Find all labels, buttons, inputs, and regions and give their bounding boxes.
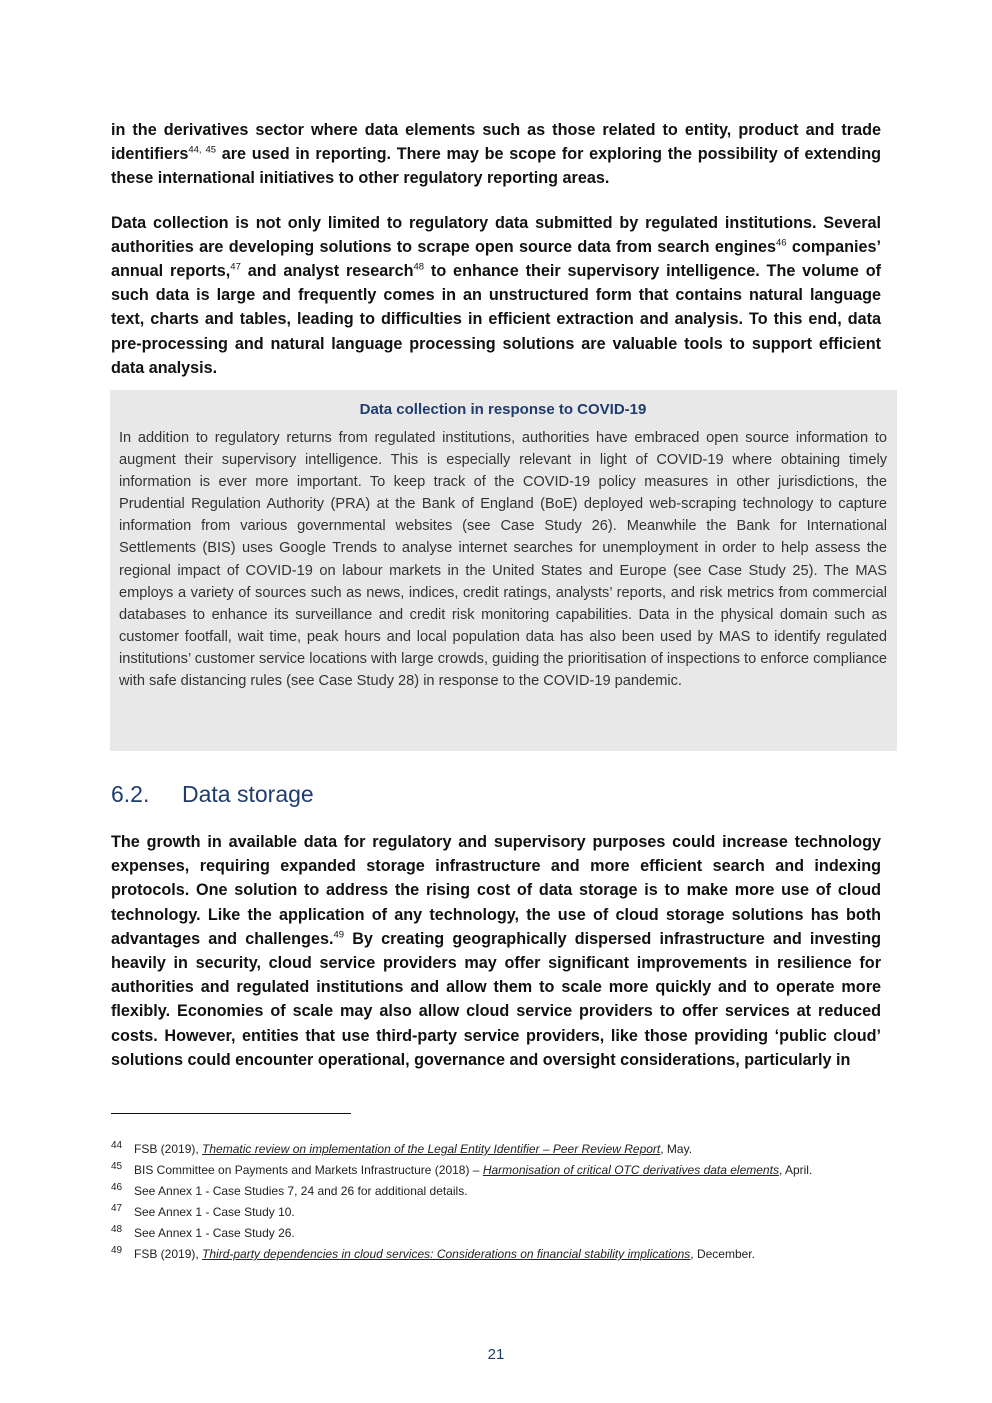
footnote-49 xyxy=(111,1244,911,1265)
text: and analyst research xyxy=(240,262,414,281)
footnote-number: 46 xyxy=(111,1182,123,1193)
footnote-ref-48[interactable]: 48 xyxy=(413,261,425,273)
text: The growth in available data for regulatory and supervisory purposes could increase technology expenses, requiring expanded storage infrastructure and more efficient search and indexing protocols. One solution to address the rising cost of data storage is to make more use of cloud technology. Like the application of any technology, the use of cloud storage solutions has both advantages and challenges. xyxy=(111,833,881,948)
section-title: Data storage xyxy=(182,781,314,807)
footnote-number: 49 xyxy=(111,1245,123,1256)
paragraph-data-storage xyxy=(111,830,881,1072)
footnote-text: See Annex 1 - Case Study 26. xyxy=(134,1226,295,1240)
footnote-text: FSB (2019), xyxy=(134,1142,203,1156)
footnote-text: BIS Committee on Payments and Markets Infrastructure (2018) – xyxy=(134,1163,483,1177)
footnote-number: 47 xyxy=(111,1203,123,1214)
covid-info-box xyxy=(110,390,897,751)
footnote-link[interactable]: Harmonisation of critical OTC derivatives data elements xyxy=(482,1163,779,1177)
box-text: In addition to regulatory returns from regulated institutions, authorities have embraced open source information to augment their supervisory intelligence. This is especially relevant in light of COVID-19 where obtaining timely information is ever more important. To keep track of the COVID-19 policy measures in other jurisdictions, the Prudential Regulation Authority (PRA) at the Bank of England (BoE) deployed web-scraping technology to capture information from various governmental websites (see Case Study 26). Meanwhile the Bank for International Settlements (BIS) uses Google Trends to analyse internet searches for unemployment in order to help assess the regional impact of COVID-19 on labour markets in the United States and Europe (see Case Study 25). The MAS employs a variety of sources such as news, indices, credit ratings, analysts’ reports, and risk metrics from commercial databases to enhance its surveillance and credit risk monitoring capabilities. Data in the physical domain such as customer footfall, wait time, peak hours and local population data has also been used by MAS to identify regulated institutions’ customer service locations with large crowds, guiding the prioritisation of inspections to enforce compliance with safe distancing rules (see Case Study 28) in response to the COVID-19 pandemic. xyxy=(119,430,887,690)
footnote-text: See Annex 1 - Case Studies 7, 24 and 26 for additional details. xyxy=(134,1184,468,1198)
box-title: Data collection in response to COVID-19 xyxy=(359,401,647,418)
footnote-ref-47[interactable]: 47 xyxy=(230,261,241,273)
page-number: 21 xyxy=(487,1346,505,1363)
footnote-text: , May. xyxy=(660,1142,693,1156)
footnote-text: , April. xyxy=(778,1163,813,1177)
footnote-46 xyxy=(111,1181,911,1202)
intro-text xyxy=(111,118,881,380)
footnote-text: See Annex 1 - Case Study 10. xyxy=(134,1205,295,1219)
paragraph-derivatives xyxy=(111,118,881,191)
storage-text xyxy=(111,830,881,1072)
section-number: 6.2. xyxy=(111,781,150,807)
text: companies’ annual reports, xyxy=(111,237,881,281)
text: are used in reporting. There may be scope for exploring the possibility of extending these international initiatives to other regulatory reporting areas. xyxy=(111,145,881,188)
text: By creating geographically dispersed infrastructure and investing heavily in security, cloud service providers may offer significant improvements in resilience for authorities and regulated institutions and allow them to scale more quickly and to operate more flexibly. Economies of scale may also allow cloud service providers to offer services at reduced costs. However, entities that use third-party service providers, like those providing ‘public cloud’ solutions could encounter operational, governance and oversight considerations, particularly in xyxy=(111,929,881,1069)
footnote-divider xyxy=(111,1113,351,1114)
footnote-ref-44-45[interactable]: 44, 45 xyxy=(188,144,217,156)
footnote-text: , December. xyxy=(690,1247,755,1261)
footnotes xyxy=(111,1139,911,1265)
section-heading xyxy=(111,778,314,810)
text: Data collection is not only limited to regulatory data submitted by regulated institutions. Several authorities are developing solutions to scrape open source data from search engines xyxy=(111,213,881,256)
footnote-number: 48 xyxy=(111,1224,123,1235)
footnote-44 xyxy=(111,1139,911,1160)
footnote-47 xyxy=(111,1202,911,1223)
footnote-number: 45 xyxy=(111,1161,123,1172)
footnote-ref-46[interactable]: 46 xyxy=(776,237,787,249)
text: to enhance their supervisory intelligence. The volume of such data is large and frequently comes in an unstructured form that contains natural language text, charts and tables, leading to difficulties in efficient extraction and analysis. To this end, data pre-processing and natural language processing solutions are valuable tools to support efficient data analysis. xyxy=(111,262,881,377)
footnote-48 xyxy=(111,1223,911,1244)
footnote-ref-49[interactable]: 49 xyxy=(333,929,345,941)
footnote-link[interactable]: Thematic review on implementation of the Legal Entity Identifier – Peer Review Report xyxy=(202,1142,661,1156)
footnote-link[interactable]: Third-party dependencies in cloud services: Considerations on financial stability implications xyxy=(202,1247,691,1261)
footnote-45 xyxy=(111,1160,911,1181)
paragraph-data-collection xyxy=(111,211,881,380)
footnote-text: FSB (2019), xyxy=(134,1247,203,1261)
text: in the derivatives sector where data elements such as those related to entity, product and trade identifiers xyxy=(111,121,881,164)
footnote-number: 44 xyxy=(111,1140,123,1151)
